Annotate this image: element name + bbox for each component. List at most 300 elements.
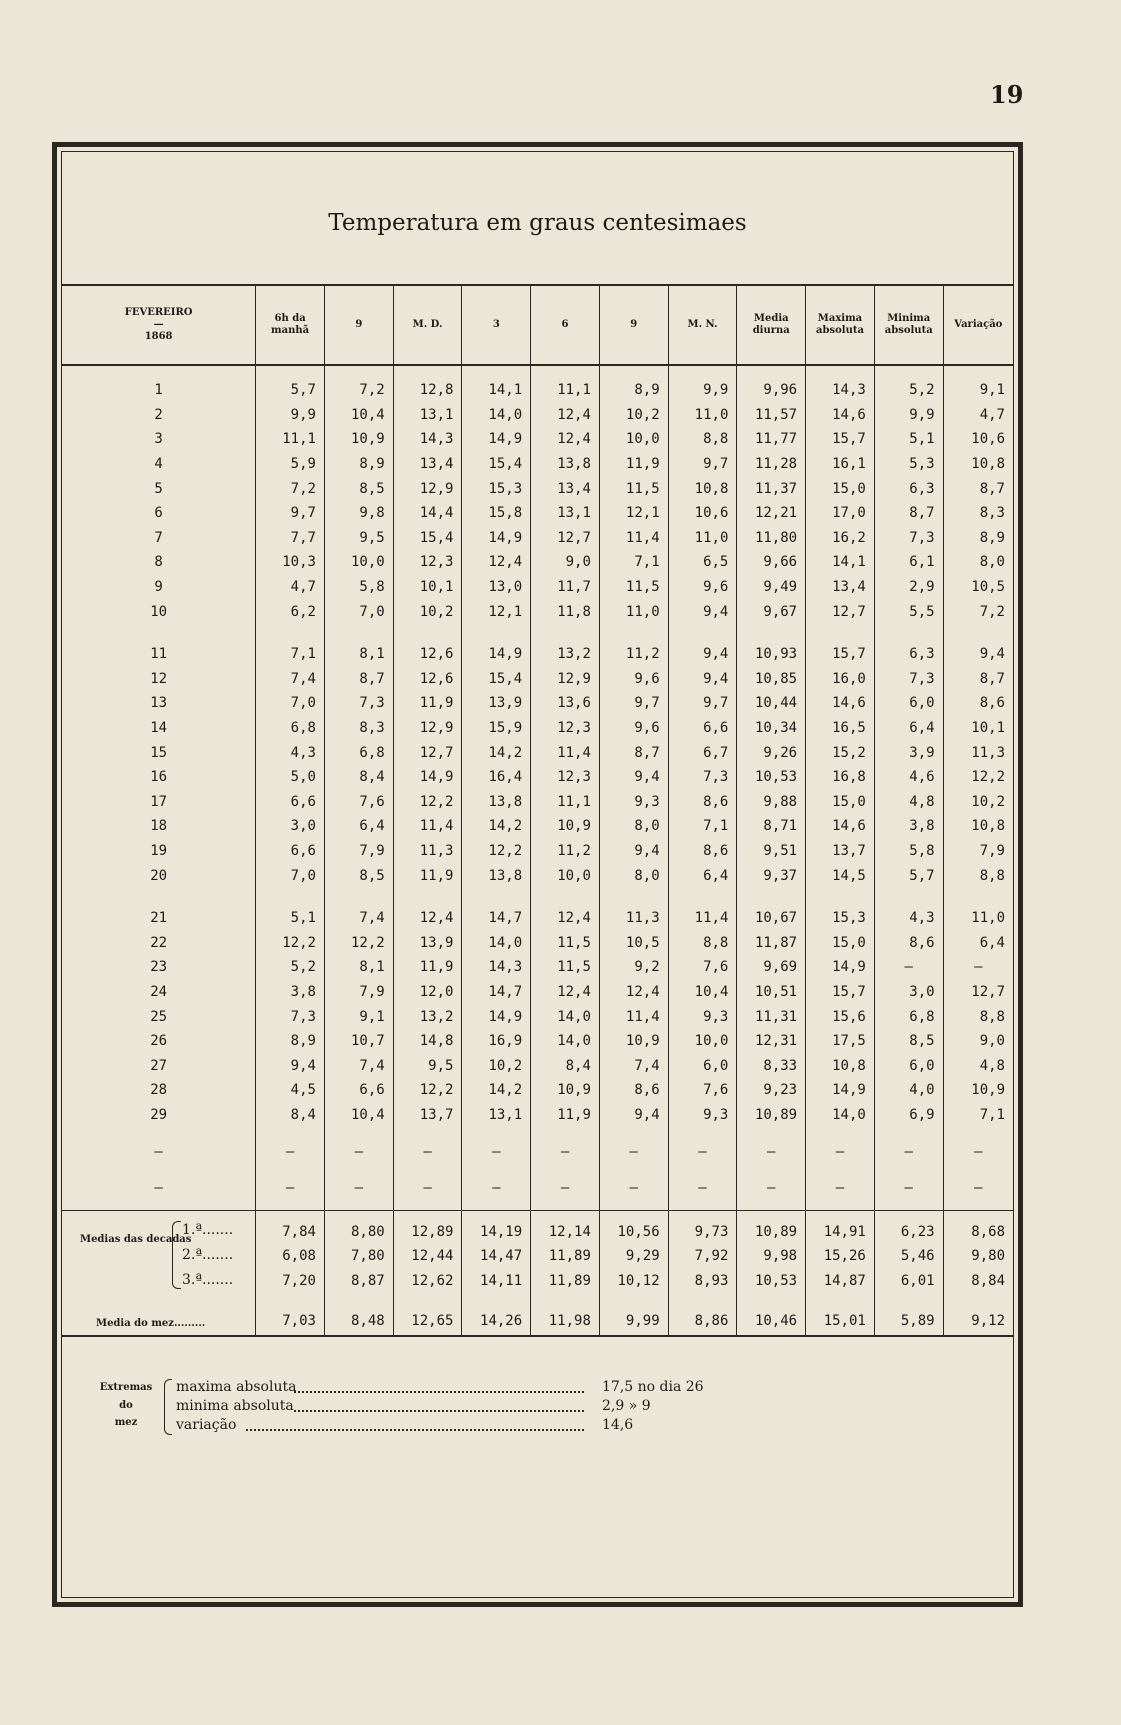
spacer-cell — [324, 624, 393, 642]
decade-mean-value: 11,89 — [531, 1269, 600, 1294]
spacer-cell — [531, 888, 600, 906]
temperature-value: 11,2 — [531, 839, 600, 864]
temperature-value: 7,4 — [256, 667, 325, 692]
spacer-cell — [668, 1211, 737, 1220]
temperature-value: 13,1 — [462, 1103, 531, 1128]
temperature-value: 11,9 — [393, 863, 462, 888]
spacer-cell — [62, 1211, 256, 1220]
blank-mark: — — [531, 1176, 600, 1201]
temperature-value: 7,4 — [599, 1053, 668, 1078]
temperature-value: 5,8 — [874, 839, 943, 864]
temperature-value: 14,3 — [806, 378, 875, 403]
temperature-value: 11,9 — [393, 691, 462, 716]
temperature-value: 7,2 — [324, 378, 393, 403]
spacer-cell — [393, 1164, 462, 1176]
temperature-value: 9,1 — [943, 378, 1013, 403]
blank-mark: — — [324, 1139, 393, 1164]
spacer-cell — [668, 1127, 737, 1139]
day-row — [62, 790, 1013, 815]
temperature-value: 16,4 — [462, 765, 531, 790]
day-number: 3 — [154, 431, 163, 448]
day-row — [62, 476, 1013, 501]
spacer-cell — [874, 1127, 943, 1139]
day-row — [62, 930, 1013, 955]
temperature-value: 9,7 — [668, 452, 737, 477]
month-header — [62, 285, 256, 365]
temperature-value: 9,3 — [668, 1004, 737, 1029]
spacer-cell — [668, 888, 737, 906]
dot-leader — [246, 1429, 584, 1431]
decade-mean-value: 6,23 — [874, 1219, 943, 1244]
col-header: Media diurna — [737, 285, 806, 365]
temperature-value: 10,0 — [324, 550, 393, 575]
day-number: 15 — [150, 744, 168, 761]
table-frame-inner — [61, 151, 1014, 1598]
temperature-value: 11,57 — [737, 403, 806, 428]
temperature-value: 12,1 — [462, 599, 531, 624]
decade-means-label: Medias das decadas — [80, 1234, 192, 1246]
spacer-cell — [256, 624, 325, 642]
day-number: 11 — [150, 646, 168, 663]
spacer-cell — [943, 1211, 1013, 1220]
temperature-value: 14,3 — [393, 427, 462, 452]
header-row — [62, 285, 1013, 365]
temperature-value: 9,66 — [737, 550, 806, 575]
decade-mean-value: 7,84 — [256, 1219, 325, 1244]
temperature-value: 11,7 — [531, 575, 600, 600]
temperature-value: 10,0 — [668, 1029, 737, 1054]
blank-mark: — — [806, 1139, 875, 1164]
temperature-value: 11,77 — [737, 427, 806, 452]
temperature-value: 13,8 — [462, 863, 531, 888]
temperature-value: 4,3 — [874, 906, 943, 931]
day-row — [62, 906, 1013, 931]
decade-mean-value: 12,89 — [393, 1219, 462, 1244]
temperature-value: 6,0 — [668, 1053, 737, 1078]
spacer-cell — [874, 624, 943, 642]
temperature-value: 12,2 — [324, 930, 393, 955]
col-header: Variação — [943, 285, 1013, 365]
day-number: 4 — [154, 456, 163, 473]
day-number: 17 — [150, 793, 168, 810]
temperature-value: 12,4 — [531, 980, 600, 1005]
blank-mark: — — [462, 1139, 531, 1164]
temperature-value: 15,3 — [462, 476, 531, 501]
temperature-value: 14,7 — [462, 906, 531, 931]
day-row — [62, 642, 1013, 667]
decade-mean-value: 10,12 — [599, 1269, 668, 1294]
day-number: 28 — [150, 1082, 168, 1099]
spacer-cell — [806, 888, 875, 906]
temperature-value: 9,4 — [599, 1103, 668, 1128]
day-number: 25 — [150, 1008, 168, 1025]
temperature-value: 9,1 — [324, 1004, 393, 1029]
spacer-cell — [943, 1127, 1013, 1139]
day-number: 1 — [154, 382, 163, 399]
decade-mean-value: 14,19 — [462, 1219, 531, 1244]
month-mean-row — [62, 1293, 1013, 1336]
temperature-value: 7,4 — [324, 906, 393, 931]
temperature-value: 3,0 — [256, 814, 325, 839]
dot-leader — [294, 1391, 584, 1393]
spacer-cell — [806, 1164, 875, 1176]
spacer-cell — [393, 1200, 462, 1211]
month-mean-value: 15,01 — [806, 1293, 875, 1336]
temperature-value: 10,93 — [737, 642, 806, 667]
spacer-cell — [737, 1164, 806, 1176]
temperature-value: 10,8 — [943, 452, 1013, 477]
temperature-value: 11,37 — [737, 476, 806, 501]
decade-mean-value: 8,93 — [668, 1269, 737, 1294]
blank-mark: — — [531, 1139, 600, 1164]
temperature-value: 14,9 — [806, 1078, 875, 1103]
spacer-cell — [737, 1211, 806, 1220]
temperature-value: 12,1 — [599, 501, 668, 526]
spacer-cell — [599, 1211, 668, 1220]
temperature-value: 10,4 — [324, 1103, 393, 1128]
spacer-row — [62, 1211, 1013, 1220]
temperature-value: 6,6 — [256, 839, 325, 864]
temperature-value: 12,7 — [943, 980, 1013, 1005]
temperature-value: 5,1 — [874, 427, 943, 452]
temperature-value: 9,49 — [737, 575, 806, 600]
temperature-value: 14,3 — [462, 955, 531, 980]
temperature-value: 11,5 — [531, 955, 600, 980]
temperature-value: 11,0 — [599, 599, 668, 624]
temperature-value: 7,1 — [599, 550, 668, 575]
temperature-value: 9,4 — [668, 599, 737, 624]
temperature-value: 11,87 — [737, 930, 806, 955]
spacer-cell — [531, 365, 600, 378]
month-mean-value: 14,26 — [462, 1293, 531, 1336]
col-header: 6 — [531, 285, 600, 365]
spacer-row — [62, 1127, 1013, 1139]
spacer-cell — [806, 1211, 875, 1220]
month-mean-label: Media do mez......... — [62, 1293, 256, 1336]
temperature-value: 6,4 — [324, 814, 393, 839]
day-row — [62, 403, 1013, 428]
day-row — [62, 1029, 1013, 1054]
temperature-value: 10,34 — [737, 716, 806, 741]
spacer-row — [62, 888, 1013, 906]
spacer-cell — [462, 888, 531, 906]
blank-mark: — — [668, 1176, 737, 1201]
temperature-value: 8,4 — [256, 1103, 325, 1128]
spacer-cell — [256, 888, 325, 906]
spacer-cell — [531, 1200, 600, 1211]
temperature-value: 9,0 — [943, 1029, 1013, 1054]
temperature-value: 13,7 — [393, 1103, 462, 1128]
day-row — [62, 980, 1013, 1005]
temperature-value: 11,3 — [599, 906, 668, 931]
day-number: 20 — [150, 867, 168, 884]
spacer-cell — [599, 1164, 668, 1176]
temperature-value: 8,7 — [943, 476, 1013, 501]
temperature-value: 9,6 — [599, 716, 668, 741]
temperature-value: 3,8 — [874, 814, 943, 839]
temperature-value: 9,23 — [737, 1078, 806, 1103]
temperature-value: 4,3 — [256, 740, 325, 765]
temperature-value: 5,2 — [256, 955, 325, 980]
temperature-value: 11,0 — [668, 403, 737, 428]
temperature-value: 14,0 — [531, 1004, 600, 1029]
extreme-label: minima absoluta — [176, 1398, 294, 1414]
decade-mean-value: 8,84 — [943, 1269, 1013, 1294]
temperature-value: 11,28 — [737, 452, 806, 477]
temperature-value: 8,5 — [324, 863, 393, 888]
decade-mean-value: 6,01 — [874, 1269, 943, 1294]
decade-mean-value: 12,44 — [393, 1244, 462, 1269]
decade-mean-value: 10,53 — [737, 1269, 806, 1294]
temperature-value: 12,2 — [462, 839, 531, 864]
temperature-value: 15,9 — [462, 716, 531, 741]
temperature-value: 13,2 — [393, 1004, 462, 1029]
temperature-value: 15,8 — [462, 501, 531, 526]
blank-mark: — — [737, 1139, 806, 1164]
decade-mean-value: 14,11 — [462, 1269, 531, 1294]
temperature-value: 14,9 — [462, 526, 531, 551]
temperature-value: 14,6 — [806, 814, 875, 839]
temperature-value: 15,7 — [806, 980, 875, 1005]
temperature-value: 9,8 — [324, 501, 393, 526]
temperature-value: 8,4 — [531, 1053, 600, 1078]
temperature-value: 8,0 — [599, 814, 668, 839]
dot-leader — [294, 1410, 584, 1412]
temperature-value: 11,31 — [737, 1004, 806, 1029]
temperature-value: 7,0 — [324, 599, 393, 624]
day-number: 5 — [154, 480, 163, 497]
temperature-value: 3,8 — [256, 980, 325, 1005]
decade-mean-value: 10,56 — [599, 1219, 668, 1244]
temperature-value: 13,6 — [531, 691, 600, 716]
blank-mark: — — [154, 1143, 163, 1160]
temperature-value: 12,8 — [393, 378, 462, 403]
temperature-value: 2,9 — [874, 575, 943, 600]
temperature-value: 7,3 — [874, 667, 943, 692]
spacer-cell — [806, 1127, 875, 1139]
extreme-label: variação — [176, 1417, 237, 1433]
spacer-cell — [256, 1200, 325, 1211]
spacer-cell — [462, 1164, 531, 1176]
blank-mark: — — [393, 1176, 462, 1201]
extreme-value: 14,6 — [602, 1417, 634, 1433]
temperature-table — [62, 284, 1013, 1337]
temperature-value: 12,4 — [599, 980, 668, 1005]
temperature-value: 9,0 — [531, 550, 600, 575]
temperature-value: 7,3 — [668, 765, 737, 790]
temperature-value: 10,1 — [393, 575, 462, 600]
day-number: 21 — [150, 910, 168, 927]
temperature-value: 8,6 — [874, 930, 943, 955]
temperature-value: 5,7 — [874, 863, 943, 888]
temperature-value: 12,3 — [531, 765, 600, 790]
table-body — [62, 365, 1013, 1336]
temperature-value: 10,51 — [737, 980, 806, 1005]
temperature-value: 14,7 — [462, 980, 531, 1005]
table-frame — [52, 142, 1023, 1607]
extreme-row-variacao — [176, 1417, 634, 1436]
temperature-value: 15,0 — [806, 476, 875, 501]
temperature-value: 7,1 — [256, 642, 325, 667]
temperature-value: 10,8 — [943, 814, 1013, 839]
spacer-cell — [62, 365, 256, 378]
temperature-value: 14,9 — [806, 955, 875, 980]
temperature-value: 14,0 — [531, 1029, 600, 1054]
spacer-cell — [324, 888, 393, 906]
decade-mean-value: 14,91 — [806, 1219, 875, 1244]
temperature-value: 12,4 — [531, 427, 600, 452]
spacer-cell — [462, 1211, 531, 1220]
temperature-value: 14,2 — [462, 1078, 531, 1103]
temperature-value: 9,9 — [256, 403, 325, 428]
temperature-value: 12,2 — [256, 930, 325, 955]
spacer-cell — [62, 624, 256, 642]
temperature-value: 15,4 — [393, 526, 462, 551]
temperature-value: 12,31 — [737, 1029, 806, 1054]
temperature-value: 13,8 — [462, 790, 531, 815]
temperature-value: 5,2 — [874, 378, 943, 403]
temperature-value: 13,8 — [531, 452, 600, 477]
day-number: 2 — [154, 406, 163, 423]
blank-day-row — [62, 1176, 1013, 1201]
temperature-value: 6,7 — [668, 740, 737, 765]
temperature-value: 10,2 — [393, 599, 462, 624]
temperature-value: 16,8 — [806, 765, 875, 790]
temperature-value: 4,7 — [943, 403, 1013, 428]
decade-mean-value: 11,89 — [531, 1244, 600, 1269]
temperature-value: 8,0 — [599, 863, 668, 888]
temperature-value: 9,4 — [943, 642, 1013, 667]
temperature-value: 9,26 — [737, 740, 806, 765]
month-mean-value: 12,65 — [393, 1293, 462, 1336]
decade-mean-value: 9,73 — [668, 1219, 737, 1244]
temperature-value: 7,3 — [324, 691, 393, 716]
decade-mean-value: 15,26 — [806, 1244, 875, 1269]
temperature-value: 10,2 — [943, 790, 1013, 815]
day-row — [62, 691, 1013, 716]
decade-mean-row — [62, 1244, 1013, 1269]
temperature-value: 8,33 — [737, 1053, 806, 1078]
page-title: Temperatura em graus centesimaes — [328, 210, 747, 236]
blank-mark: — — [874, 1139, 943, 1164]
spacer-cell — [599, 624, 668, 642]
temperature-value: 9,51 — [737, 839, 806, 864]
temperature-value: 12,7 — [806, 599, 875, 624]
temperature-value: 12,4 — [393, 906, 462, 931]
temperature-value: 12,6 — [393, 667, 462, 692]
temperature-value: 8,8 — [668, 427, 737, 452]
decade-mean-value: 14,47 — [462, 1244, 531, 1269]
temperature-value: 10,0 — [599, 427, 668, 452]
temperature-value: 7,2 — [256, 476, 325, 501]
spacer-cell — [531, 1211, 600, 1220]
day-row — [62, 427, 1013, 452]
temperature-value: 7,6 — [668, 955, 737, 980]
day-number: 8 — [154, 554, 163, 571]
decade-mean-value: 9,29 — [599, 1244, 668, 1269]
decade-mean-row — [62, 1219, 1013, 1244]
decade-mean-value: 7,20 — [256, 1269, 325, 1294]
temperature-value: 14,9 — [462, 427, 531, 452]
temperature-value: 16,5 — [806, 716, 875, 741]
blank-mark: — — [324, 1176, 393, 1201]
day-row — [62, 1103, 1013, 1128]
temperature-value: 11,9 — [393, 955, 462, 980]
temperature-value: 16,2 — [806, 526, 875, 551]
temperature-value: 8,9 — [256, 1029, 325, 1054]
month-dash: — — [153, 319, 164, 330]
temperature-value: 11,0 — [668, 526, 737, 551]
temperature-value: 8,9 — [599, 378, 668, 403]
temperature-value: 5,0 — [256, 765, 325, 790]
spacer-cell — [737, 1127, 806, 1139]
decade-mean-value: 8,68 — [943, 1219, 1013, 1244]
temperature-value: 12,2 — [393, 1078, 462, 1103]
spacer-cell — [324, 1164, 393, 1176]
temperature-value: 13,4 — [393, 452, 462, 477]
spacer-cell — [462, 1127, 531, 1139]
spacer-cell — [324, 1211, 393, 1220]
temperature-value: 3,9 — [874, 740, 943, 765]
day-row — [62, 814, 1013, 839]
blank-mark: — — [943, 1176, 1013, 1201]
temperature-value: 14,2 — [462, 740, 531, 765]
temperature-value: 7,9 — [324, 839, 393, 864]
temperature-value: 14,1 — [462, 378, 531, 403]
spacer-cell — [874, 365, 943, 378]
spacer-cell — [62, 888, 256, 906]
temperature-value: 15,4 — [462, 452, 531, 477]
col-header: M. N. — [668, 285, 737, 365]
spacer-cell — [256, 1164, 325, 1176]
temperature-value: 4,6 — [874, 765, 943, 790]
temperature-value: 6,6 — [668, 716, 737, 741]
temperature-value: 8,9 — [943, 526, 1013, 551]
temperature-value: 14,2 — [462, 814, 531, 839]
temperature-value: 7,0 — [256, 863, 325, 888]
spacer-cell — [531, 624, 600, 642]
temperature-value: 14,0 — [462, 403, 531, 428]
temperature-value: 10,4 — [324, 403, 393, 428]
col-header: Maxima absoluta — [806, 285, 875, 365]
temperature-value: 8,7 — [324, 667, 393, 692]
spacer-cell — [737, 624, 806, 642]
temperature-value: 11,2 — [599, 642, 668, 667]
day-row — [62, 526, 1013, 551]
day-row — [62, 575, 1013, 600]
temperature-value: 10,9 — [599, 1029, 668, 1054]
temperature-value: 9,7 — [668, 691, 737, 716]
day-row — [62, 667, 1013, 692]
temperature-value: 13,4 — [806, 575, 875, 600]
spacer-cell — [874, 888, 943, 906]
day-row — [62, 716, 1013, 741]
temperature-value: 11,5 — [599, 575, 668, 600]
spacer-cell — [668, 365, 737, 378]
temperature-value: 9,4 — [668, 642, 737, 667]
temperature-value: 8,0 — [943, 550, 1013, 575]
temperature-value: 8,8 — [668, 930, 737, 955]
temperature-value: 9,67 — [737, 599, 806, 624]
temperature-value: 7,2 — [943, 599, 1013, 624]
temperature-value: 7,1 — [943, 1103, 1013, 1128]
temperature-value: 9,4 — [256, 1053, 325, 1078]
temperature-value: 14,6 — [806, 691, 875, 716]
temperature-value: 3,0 — [874, 980, 943, 1005]
temperature-value: 10,8 — [806, 1053, 875, 1078]
day-number: 14 — [150, 720, 168, 737]
extremes-label-line: Extremas — [99, 1382, 153, 1393]
